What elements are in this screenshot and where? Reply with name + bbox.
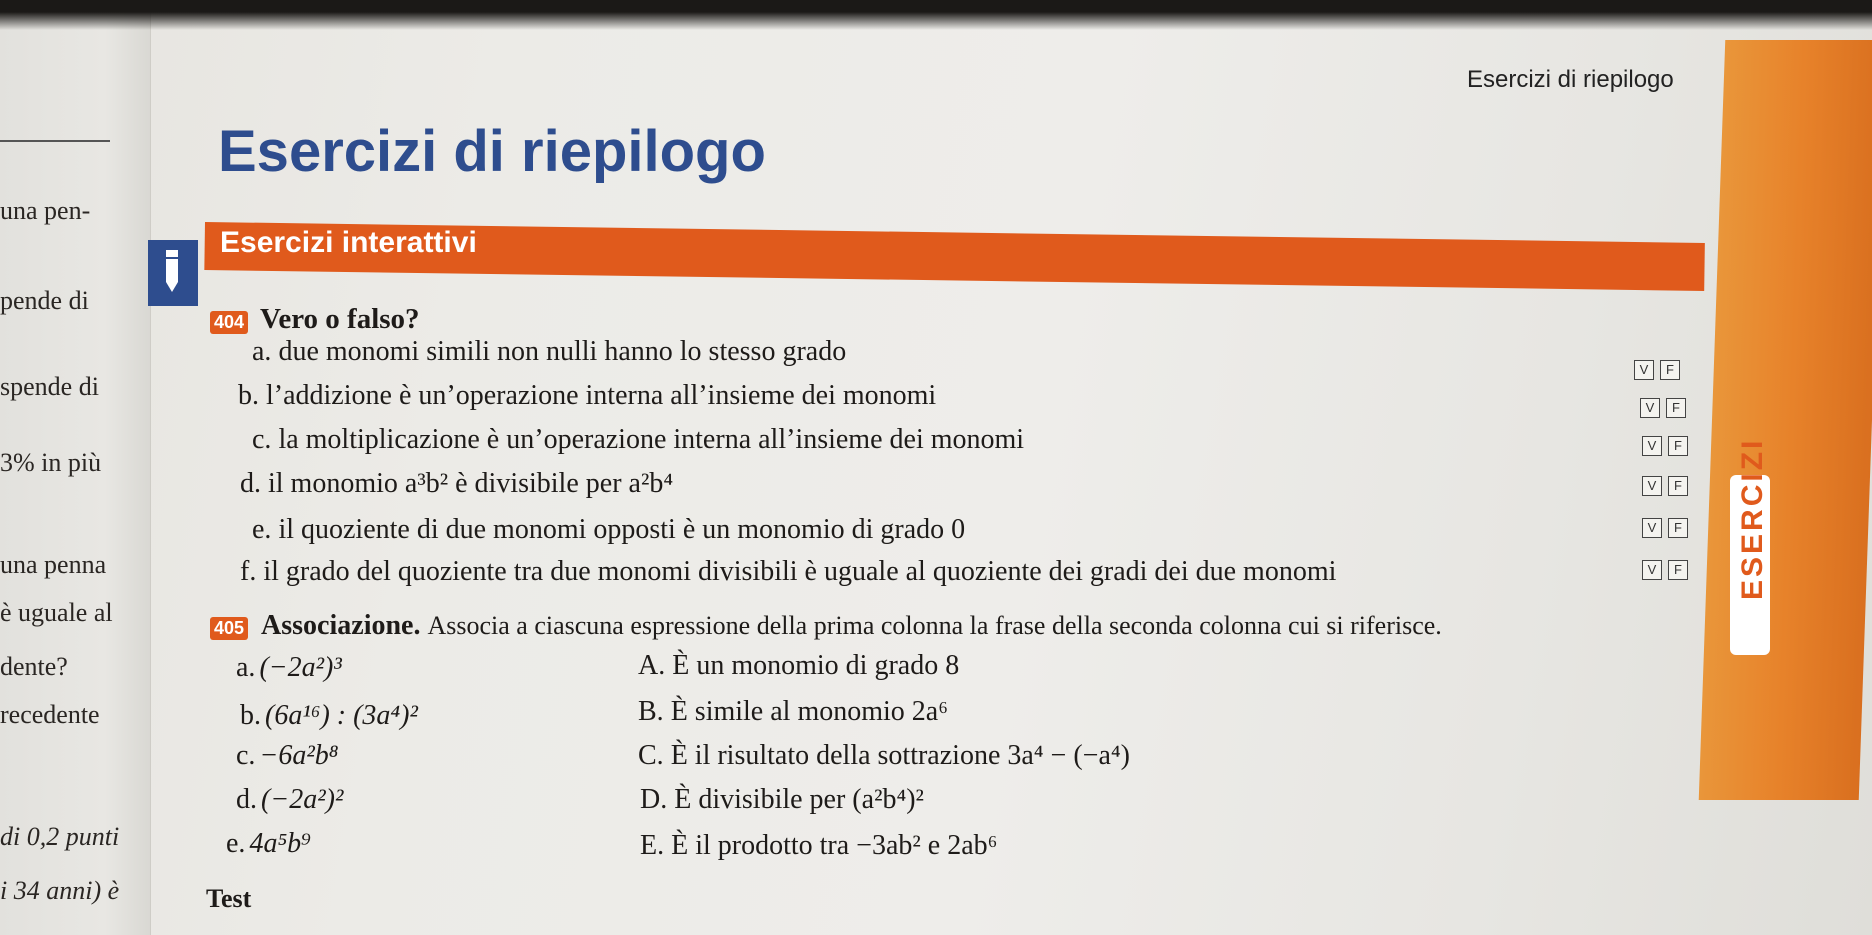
expression: (−2a²)³ xyxy=(259,652,342,683)
sentence-text: È simile al monomio 2a⁶ xyxy=(670,696,948,727)
margin-fragment: dente? xyxy=(0,652,68,681)
item-letter: C. xyxy=(638,740,664,771)
expression-row xyxy=(240,700,418,732)
item-letter: E. xyxy=(640,830,665,861)
item-text: il grado del quoziente tra due monomi divisibili è uguale al quoziente dei gradi dei due monomi xyxy=(263,556,1337,587)
expression: −6a²b⁸ xyxy=(259,740,339,771)
side-tab-label: ESERCIZI xyxy=(1736,437,1769,600)
item-letter: D. xyxy=(640,784,668,815)
item-letter: A. xyxy=(638,650,666,681)
true-box[interactable]: V xyxy=(1634,360,1654,380)
expression-row xyxy=(226,828,311,860)
exercise-405-header xyxy=(210,610,1442,642)
false-box[interactable]: F xyxy=(1668,518,1688,538)
item-letter: c. xyxy=(236,740,256,771)
expression-row xyxy=(236,652,342,684)
sentence-text: È divisibile per (a²b⁴)² xyxy=(674,784,924,815)
item-text: il monomio a³b² è divisibile per a²b⁴ xyxy=(268,468,674,499)
exercise-404-header xyxy=(210,303,420,336)
false-box[interactable]: F xyxy=(1668,560,1688,580)
exercise-number: 405 xyxy=(210,617,248,640)
margin-fragment: di 0,2 punti xyxy=(0,822,120,851)
true-false-choice[interactable] xyxy=(1642,476,1688,496)
margin-fragment: recedente xyxy=(0,700,100,729)
exercise-title: Associazione. xyxy=(261,610,421,641)
sentence-row xyxy=(640,830,997,862)
margin-fragment: una pen- xyxy=(0,196,91,225)
item-letter: e. xyxy=(226,828,246,859)
false-box[interactable]: F xyxy=(1666,398,1686,418)
expression-row xyxy=(236,740,338,772)
false-box[interactable]: F xyxy=(1668,476,1688,496)
sentence-text: È un monomio di grado 8 xyxy=(672,650,960,681)
true-box[interactable]: V xyxy=(1642,518,1662,538)
true-false-choice[interactable] xyxy=(1642,436,1688,456)
pencil-icon xyxy=(148,240,198,306)
true-false-choice[interactable] xyxy=(1642,518,1688,538)
item-letter: f. xyxy=(240,556,257,587)
sentence-row xyxy=(638,650,959,682)
item-letter: e. xyxy=(252,514,272,545)
list-item xyxy=(240,556,1336,588)
item-text: la moltiplicazione è un’operazione interna all’insieme dei monomi xyxy=(278,424,1025,455)
item-letter: d. xyxy=(236,784,257,815)
list-item xyxy=(238,380,936,412)
true-box[interactable]: V xyxy=(1640,398,1660,418)
section-title: Esercizi di riepilogo xyxy=(218,119,766,184)
true-false-choice[interactable] xyxy=(1640,398,1686,418)
item-letter: d. xyxy=(240,468,261,499)
margin-fragment: una penna xyxy=(0,550,107,579)
item-letter: b. xyxy=(240,700,261,731)
false-box[interactable]: F xyxy=(1660,360,1680,380)
true-false-choice[interactable] xyxy=(1642,560,1688,580)
expression: (−2a²)² xyxy=(261,784,344,815)
list-item xyxy=(252,514,965,546)
expression: 4a⁵b⁹ xyxy=(249,828,311,859)
list-item xyxy=(252,336,846,368)
section-bar-label: Esercizi interattivi xyxy=(220,226,477,259)
running-header: Esercizi di riepilogo xyxy=(1467,66,1674,93)
true-box[interactable]: V xyxy=(1642,560,1662,580)
false-box[interactable]: F xyxy=(1668,436,1688,456)
margin-fragment: i 34 anni) è xyxy=(0,876,120,905)
sentence-row xyxy=(638,696,948,728)
exercise-number: 404 xyxy=(210,311,248,334)
item-letter: B. xyxy=(638,696,664,727)
margin-rule xyxy=(0,140,110,142)
expression-row xyxy=(236,784,343,816)
margin-fragment: 3% in più xyxy=(0,448,102,477)
true-box[interactable]: V xyxy=(1642,476,1662,496)
list-item xyxy=(240,468,673,500)
item-text: il quoziente di due monomi opposti è un monomio di grado 0 xyxy=(278,514,966,545)
exercise-instruction: Associa a ciascuna espressione della prima colonna la frase della seconda colonna cui si riferisce. xyxy=(427,611,1442,640)
true-false-choice[interactable] xyxy=(1634,360,1680,380)
margin-fragment: pende di xyxy=(0,286,89,315)
sentence-row xyxy=(638,740,1130,772)
exercise-title: Vero o falso? xyxy=(260,303,420,335)
item-text: l’addizione è un’operazione interna all’insieme dei monomi xyxy=(266,380,937,411)
margin-fragment: spende di xyxy=(0,372,99,401)
list-item xyxy=(252,424,1024,456)
sentence-text: È il risultato della sottrazione 3a⁴ − (−a⁴) xyxy=(670,740,1130,771)
item-letter: a. xyxy=(236,652,256,683)
expression: (6a¹⁶) : (3a⁴)² xyxy=(265,700,418,731)
orange-side-band xyxy=(1699,40,1872,800)
margin-fragment: è uguale al xyxy=(0,598,113,627)
item-letter: c. xyxy=(252,424,272,455)
item-text: due monomi simili non nulli hanno lo stesso grado xyxy=(278,336,847,367)
top-shadow xyxy=(0,0,1872,30)
sentence-row xyxy=(640,784,924,816)
item-letter: a. xyxy=(252,336,272,367)
true-box[interactable]: V xyxy=(1642,436,1662,456)
next-section-label: Test xyxy=(206,884,252,913)
sentence-text: È il prodotto tra −3ab² e 2ab⁶ xyxy=(671,830,998,861)
item-letter: b. xyxy=(238,380,259,411)
